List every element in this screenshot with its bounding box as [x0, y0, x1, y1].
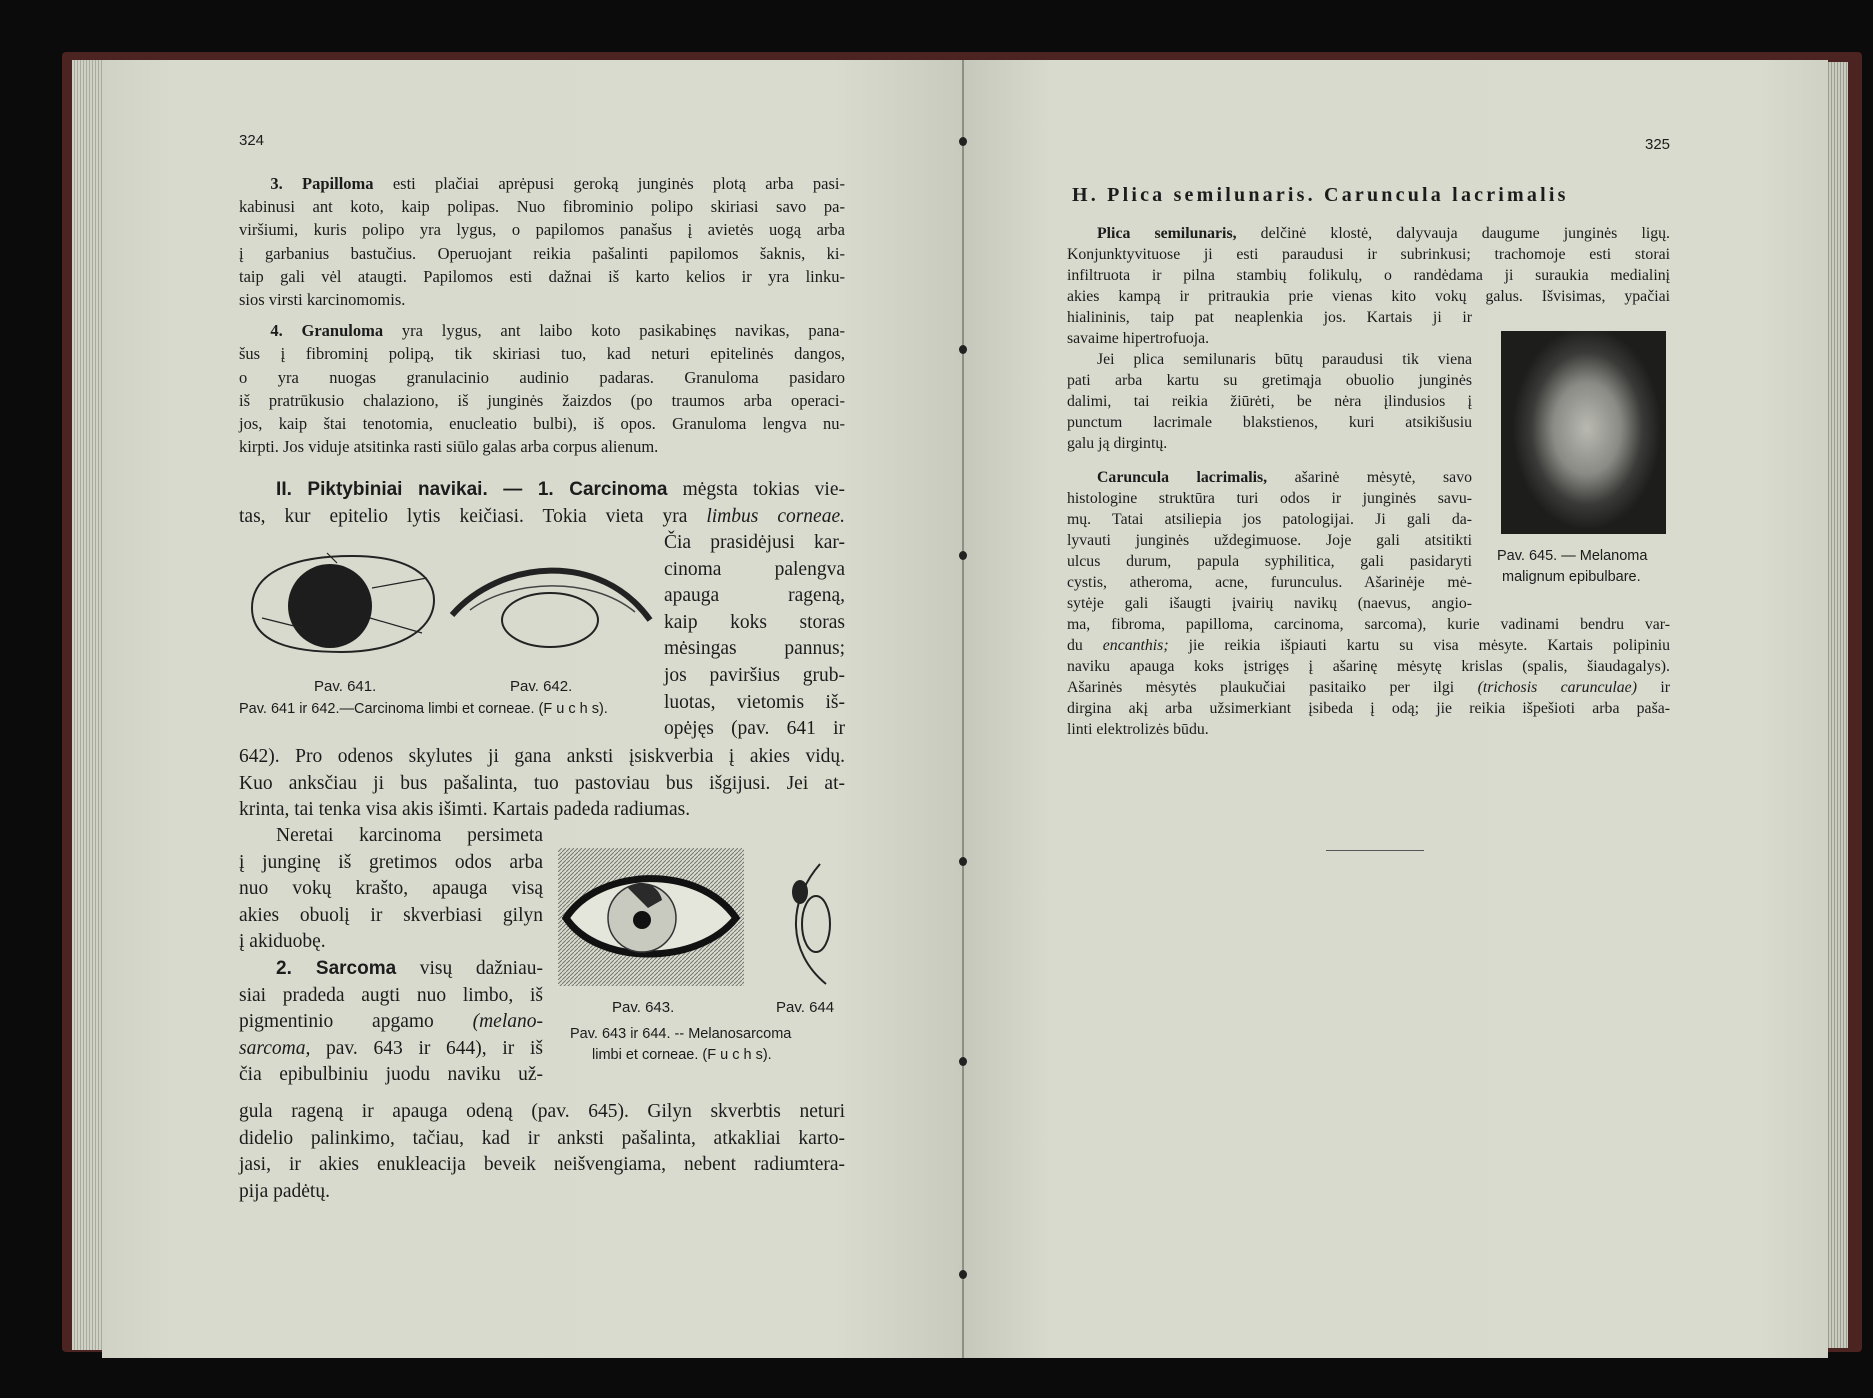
text-run: į garbanius bastučius. Operuojant reikia pašalinti papilomos šaknis, ki- [239, 243, 845, 263]
text-line [239, 435, 845, 458]
text-line [1067, 286, 1670, 307]
text-line [239, 1062, 543, 1089]
figure-642-cornea-drawing [450, 550, 655, 650]
text-run: krinta, tai tenka visa akis išimti. Kartais padeda radiumas. [239, 799, 691, 821]
text-run: kabinusi ant koto, kaip polipas. Nuo fibrominio polipo skiriasi savo pa- [239, 197, 845, 217]
text-line [239, 412, 845, 435]
text-run: Neretai karcinoma persimeta [276, 825, 543, 846]
text-run: akies obuolį ir skverbiasi gilyn [239, 904, 543, 926]
paragraph [239, 956, 543, 1089]
text-line [1067, 391, 1472, 412]
text-line [1067, 412, 1472, 433]
text-run: pija padėtų. [239, 1180, 330, 1202]
text-run: pav. 643 ir 644), ir iš [310, 1037, 543, 1059]
text-line [1067, 307, 1472, 328]
text-run: mų. Tatai atsiliepia jos patologijai. Ji gali da- [1067, 511, 1472, 528]
figure-643-644-caption-line1: Pav. 643 ir 644. -- Melanosarcoma [570, 1026, 792, 1042]
text-run: siai pradeda augti nuo limbo, iš [239, 984, 543, 1006]
figure-643-label: Pav. 643. [612, 999, 675, 1016]
text-line [239, 504, 845, 531]
paragraph [1067, 614, 1670, 740]
text-run: savaime hipertrofuoja. [1067, 330, 1210, 347]
text-line [1067, 530, 1472, 551]
text-run: kaip koks storas [664, 611, 845, 633]
text-line [664, 716, 845, 743]
spine-stitch [959, 1270, 967, 1279]
text-run: sytėje gali išaugti įvairių navikų (naevus, angio- [1067, 595, 1472, 612]
caruncula-lacrimalis-continuation [1067, 614, 1670, 740]
text-run: ulcus durum, papula syphilitica, gali pasidaryti [1067, 553, 1472, 570]
malignant-tumors-intro [239, 477, 845, 530]
text-run: pigmentinio apgamo [239, 1011, 473, 1033]
text-line [239, 389, 845, 412]
text-line [1067, 635, 1670, 656]
text-run: Čia prasidėjusi kar- [664, 532, 845, 553]
text-run: jie reikia išpiauti kartu su visa mėsyte. Kartais polipiniu [1168, 637, 1670, 654]
figure-644-eye-profile-drawing [782, 862, 838, 986]
spine-stitch [959, 345, 967, 354]
plica-semilunaris-column [1067, 307, 1472, 454]
text-line [239, 1179, 845, 1206]
paragraph-lead: II. Piktybiniai navikai. — 1. Carcinoma [276, 479, 668, 500]
text-line [239, 172, 845, 195]
paragraph-lead: Caruncula lacrimalis, [1097, 469, 1268, 486]
text-run: histologine struktūra turi odos ir junginės savu- [1067, 490, 1472, 507]
text-run: 642). Pro odenos skylutes ji gana anksti įsiskverbia į akies vidų. [239, 746, 845, 767]
figure-641-642-caption: Pav. 641 ir 642.—Carcinoma limbi et corneae. (F u c h s). [239, 701, 608, 717]
text-run: ir [1636, 679, 1670, 696]
text-run: mėsingas pannus; [664, 638, 845, 660]
left-page-stack [72, 60, 106, 1350]
text-run: cinoma palengva [664, 558, 845, 580]
text-run: į junginę iš gretimos odos arba [239, 851, 543, 873]
text-line [239, 983, 543, 1010]
paragraph [239, 319, 845, 458]
text-line [239, 850, 543, 877]
text-run: čia epibulbiniu juodu naviku už- [239, 1064, 543, 1086]
italic-term: limbus corneae. [706, 505, 845, 527]
figure-645-caption-line2: malignum epibulbare. [1502, 569, 1641, 585]
text-run: yra lygus, ant laibo koto pasikabinęs navikas, pana- [383, 321, 845, 341]
text-run: jos paviršius grub- [664, 664, 845, 686]
text-run: galu ją dirgintų. [1067, 435, 1168, 452]
page-number-right: 325 [1645, 136, 1671, 153]
text-line [239, 876, 543, 903]
text-line [239, 218, 845, 241]
text-line [1067, 265, 1670, 286]
text-line [664, 663, 845, 690]
sarcoma-column [239, 823, 543, 1089]
text-run: ma, fibroma, papilloma, carcinoma, sarcoma), kurie vadinami bendru var- [1067, 616, 1670, 633]
spine-stitch [959, 1057, 967, 1066]
text-run: naviku apauga koks įstrigęs į ašarinę mėsytę krislas (spalis, šiaudagalys). [1067, 658, 1670, 675]
text-line [239, 823, 543, 850]
section-heading: H. Plica semilunaris. Caruncula lacrimalis [1072, 184, 1569, 206]
text-line [239, 477, 845, 504]
caruncula-lacrimalis-column [1067, 467, 1472, 614]
text-run: mėgsta tokias vie- [667, 479, 845, 500]
plica-semilunaris-intro [1067, 223, 1670, 307]
paragraph-lead: 3. Papilloma [270, 174, 374, 193]
text-line [1067, 328, 1472, 349]
paragraph [239, 1099, 845, 1205]
text-run: nuo vokų krašto, apauga visą [239, 878, 543, 900]
text-line [1067, 370, 1472, 391]
italic-term: (melano- [472, 1011, 543, 1033]
text-line [239, 366, 845, 389]
text-run: didelio palinkimo, tačiau, kad ir anksti pašalinta, atkakliai karto- [239, 1127, 845, 1149]
text-run: į akiduobę. [239, 931, 326, 953]
text-line [664, 530, 845, 557]
text-run: esti plačiai aprėpusi geroką junginės plotą arba pasi- [373, 174, 845, 193]
text-line [239, 797, 845, 824]
text-line [1067, 677, 1670, 698]
text-line [1067, 223, 1670, 244]
text-run: tas, kur epitelio lytis keičiasi. Tokia vieta yra [239, 505, 707, 527]
spine-stitch [959, 857, 967, 866]
text-run: du [1067, 637, 1103, 654]
text-run: jasi, ir akies enukleacija beveik neišvengiama, nebent radiumtera- [239, 1154, 845, 1176]
text-line [1067, 572, 1472, 593]
text-run: Ašarinės mėsytės plaukučiai pasitaiko per ilgi [1067, 679, 1478, 696]
text-run: Jei plica semilunaris būtų paraudusi tik viena [1097, 351, 1472, 368]
text-line [1067, 467, 1472, 488]
paragraph-lead: Plica semilunaris, [1097, 225, 1237, 242]
section-end-rule [1326, 850, 1424, 851]
text-line [1067, 488, 1472, 509]
page-number-left: 324 [239, 132, 265, 149]
sarcoma-continuation [239, 1099, 845, 1205]
text-line [1067, 349, 1472, 370]
text-run: Konjunktyvituose ji esti paraudusi ir subrinkusi; trachomoje esti storai [1067, 246, 1670, 263]
papilloma-granuloma-section [239, 172, 845, 458]
figure-643-644-caption-line2: limbi et corneae. (F u c h s). [592, 1047, 772, 1063]
text-run: dirgina akį arba užsimerkiant įsibeda į odą; jie reikia išpešioti arba paša- [1067, 700, 1670, 717]
text-run: taip gali vėl ataugti. Papilomos esti dažnai iš karto kelios ir yra linku- [239, 266, 845, 286]
text-run: hialininis, taip pat neaplenkia jos. Kartais ji ir [1067, 309, 1472, 326]
text-line [239, 771, 845, 798]
text-run: visų dažniau- [396, 957, 543, 979]
text-run: cystis, atheroma, acne, furunculus. Ašarinėje mė- [1067, 574, 1472, 591]
italic-term: sarcoma, [239, 1037, 311, 1059]
text-run: sios virsti karcinomomis. [239, 289, 406, 309]
text-run: lyvauti junginės uždegimuose. Joje gali atsitikti [1067, 532, 1472, 549]
book-spine [962, 60, 964, 1358]
text-run: viršiumi, kuris polipo yra lygus, o papilomos panašus į avietės uogą arba [239, 220, 845, 240]
spine-stitch [959, 551, 967, 560]
text-line [664, 557, 845, 584]
right-page-stack [1826, 62, 1848, 1348]
text-run: apauga rageną, [664, 585, 845, 607]
text-line [664, 610, 845, 637]
figure-645-caption-line1: Pav. 645. — Melanoma [1497, 548, 1648, 564]
paragraph-lead: 4. Granuloma [270, 321, 384, 341]
paragraph [239, 477, 845, 530]
text-run: Kuo anksčiau ji bus pašalinta, tuo pastoviau bus išgijusi. Jei at- [239, 772, 845, 794]
text-line [664, 583, 845, 610]
text-run: infiltruota ir pilna stambių folikulų, o randėdama ji suraukia medialinį [1067, 267, 1670, 284]
text-line [239, 1009, 543, 1036]
text-line [1067, 244, 1670, 265]
text-run: kirpti. Jos viduje atsitinka rasti siūlo galas arba corpus alienum. [239, 437, 659, 457]
text-line [239, 1126, 845, 1153]
text-line [239, 744, 845, 771]
text-line [1067, 593, 1472, 614]
text-line [239, 903, 543, 930]
italic-term: (trichosis carunculae) [1477, 679, 1637, 696]
paragraph-lead: 2. Sarcoma [276, 957, 397, 979]
figure-644-label: Pav. 644 [776, 999, 835, 1016]
spine-stitch [959, 137, 967, 146]
carcinoma-side-column [664, 530, 845, 743]
text-run: delčinė klostė, dalyvauja daugume junginės ligų. [1236, 225, 1670, 242]
text-run: šus į fibrominį polipą, tik skiriasi tuo, kad neturi epitelinės dangos, [239, 344, 845, 364]
figure-641-label: Pav. 641. [314, 678, 377, 695]
text-line [239, 929, 543, 956]
paragraph [239, 823, 543, 956]
paragraph [239, 744, 845, 824]
text-run: opėjęs (pav. 641 ir [664, 718, 845, 740]
text-line [239, 195, 845, 218]
text-run: jos, kaip štai tenotomia, enucleatio bulbi), iš opos. Granuloma lengva nu- [239, 413, 845, 433]
text-line [239, 265, 845, 288]
paragraph [1067, 223, 1670, 307]
figure-642-label: Pav. 642. [510, 678, 573, 695]
text-line [1067, 656, 1670, 677]
text-line [664, 690, 845, 717]
text-run: ašarinė mėsytė, savo [1267, 469, 1472, 486]
figure-645-patient-photo [1501, 331, 1666, 534]
text-line [664, 636, 845, 663]
text-line [239, 319, 845, 342]
text-run: punctum lacrimale blakstienos, kuri atsikišusiu [1067, 414, 1472, 431]
paragraph [1067, 467, 1472, 614]
italic-term: encanthis; [1102, 637, 1169, 654]
text-line [239, 1036, 543, 1063]
text-run: luotas, vietomis iš- [664, 691, 845, 713]
carcinoma-continuation [239, 744, 845, 824]
text-run: gula rageną ir apauga odeną (pav. 645). Gilyn skverbtis neturi [239, 1101, 845, 1122]
text-line [239, 342, 845, 365]
text-line [239, 1152, 845, 1179]
text-run: akies kampą ir pritraukia prie vienas kito vokų galus. Išvisimas, ypačiai [1067, 288, 1670, 305]
text-line [1067, 433, 1472, 454]
text-line [239, 288, 845, 311]
text-line [1067, 509, 1472, 530]
text-line [1067, 614, 1670, 635]
figure-643-eye-drawing [558, 848, 744, 986]
text-line [1067, 551, 1472, 572]
paragraph [1067, 349, 1472, 454]
paragraph [664, 530, 845, 743]
paragraph [1067, 307, 1472, 349]
text-run: iš pratrūkusio chalaziono, iš junginės žaizdos (po traumos arba operaci- [239, 390, 845, 410]
text-run: dalimi, tai reikia žiūrėti, be nėra įlindusios į [1067, 393, 1472, 410]
text-line [239, 242, 845, 265]
text-line [239, 956, 543, 983]
text-run: o yra nuogas granulacinio audinio padaras. Granuloma pasidaro [239, 367, 845, 387]
paragraph [239, 172, 845, 311]
text-line [1067, 719, 1670, 740]
text-line [1067, 698, 1670, 719]
text-line [239, 1099, 845, 1126]
text-run: pati arba kartu su gretimąja obuolio junginės [1067, 372, 1472, 389]
figure-641-carcinoma-drawing [242, 548, 442, 660]
text-run: linti elektrolizės būdu. [1067, 721, 1209, 738]
